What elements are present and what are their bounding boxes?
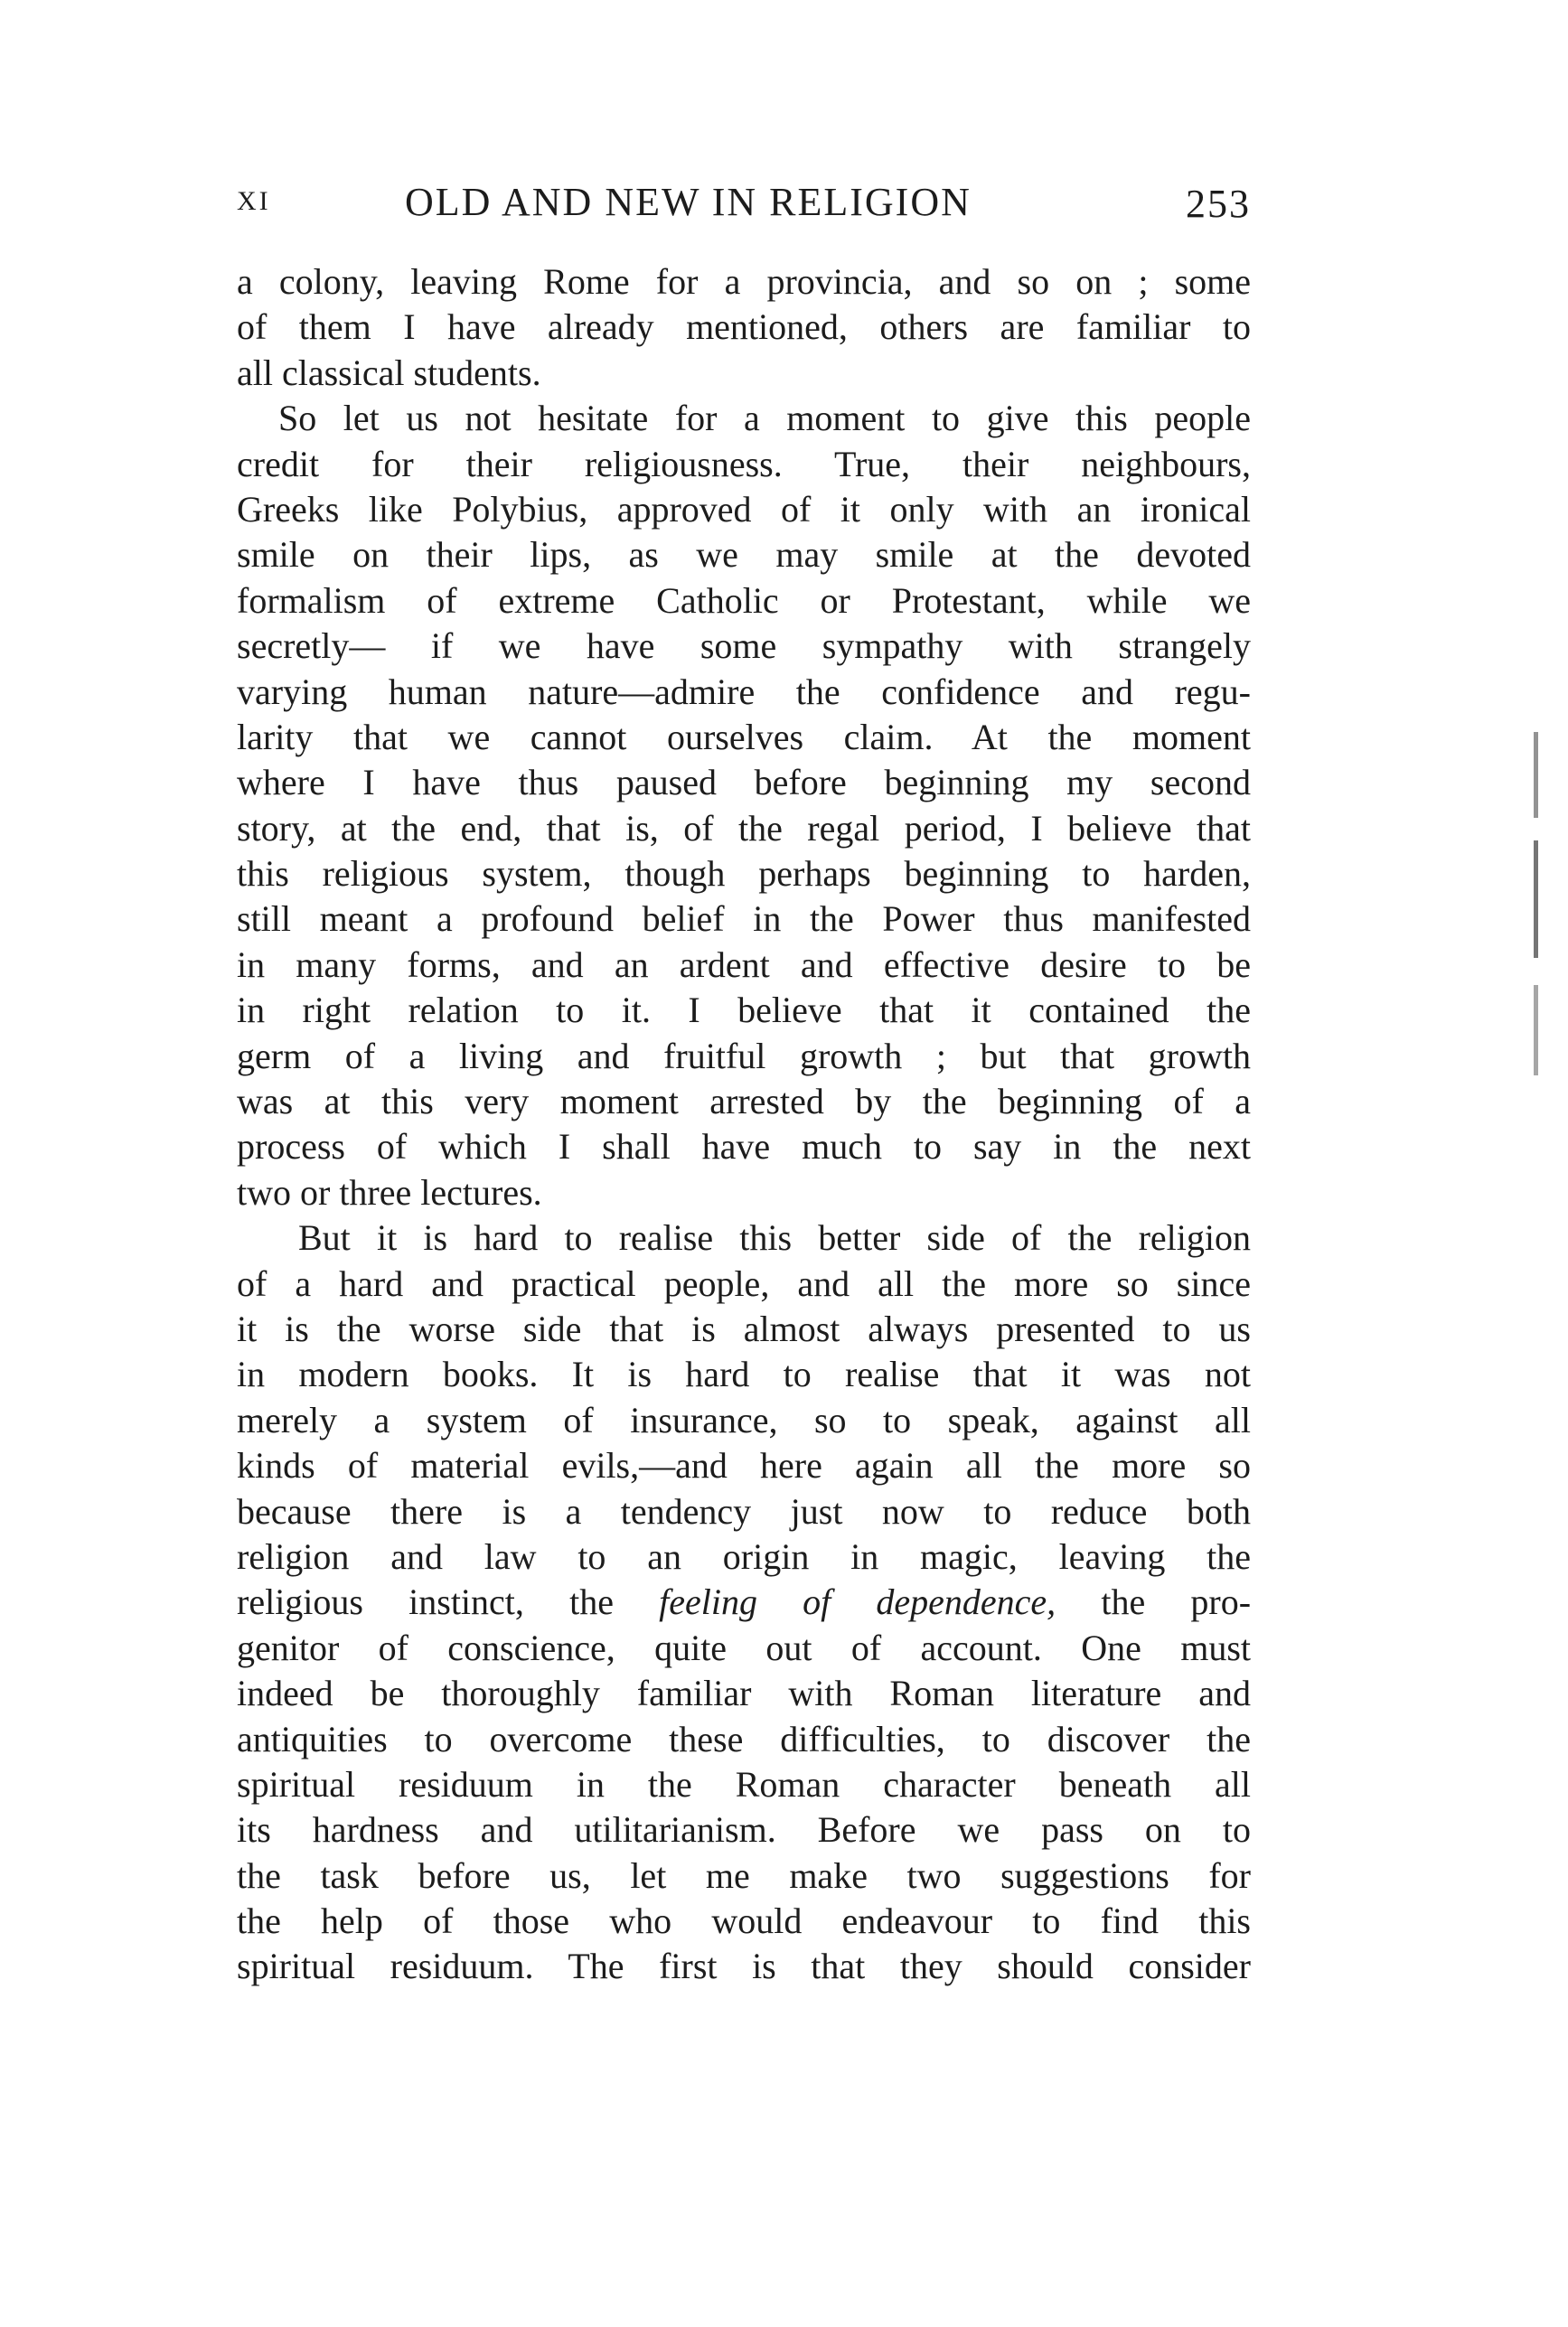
text-line: process of which I shall have much to say in the next — [237, 1126, 1251, 1168]
text-line: of a hard and practical people, and all the more so since — [237, 1262, 1251, 1304]
text-line: a colony, leaving Rome for a provincia, and so on ; some — [237, 261, 1251, 302]
body-text — [237, 259, 1251, 1990]
text-line: spiritual residuum. The first is that they should consider — [237, 1946, 1251, 1987]
text-line: Greeks like Polybius, approved of it only with an ironical — [237, 488, 1251, 530]
text-line: the task before us, let me make two suggestions for — [237, 1854, 1251, 1896]
margin-scan-mark — [1534, 840, 1538, 958]
text-line: its hardness and utilitarianism. Before we pass on to — [237, 1809, 1251, 1851]
text-line: this religious system, though perhaps beginning to harden, — [237, 853, 1251, 895]
margin-scan-mark — [1534, 732, 1538, 818]
running-head — [237, 179, 1251, 233]
text-line: where I have thus paused before beginning my second — [237, 762, 1251, 803]
text-line: germ of a living and fruitful growth ; but that growth — [237, 1035, 1251, 1076]
text-line: the help of those who would endeavour to find this — [237, 1900, 1251, 1942]
text-segment: the pro- — [1101, 1581, 1252, 1623]
text-line: two or three lectures. — [237, 1171, 542, 1213]
text-line: indeed be thoroughly familiar with Roman literature and — [237, 1673, 1251, 1714]
text-line: was at this very moment arrested by the beginning of a — [237, 1081, 1251, 1122]
paragraph-start-line: But it is hard to realise this better side of the religion — [298, 1217, 1251, 1259]
text-line: in modern books. It is hard to realise that it was not — [237, 1354, 1251, 1395]
margin-scan-mark — [1534, 985, 1538, 1075]
text-line: spiritual residuum in the Roman character beneath all — [237, 1763, 1251, 1805]
chapter-number: XI — [237, 186, 271, 216]
text-line: in many forms, and an ardent and effective desire to be — [237, 943, 1251, 985]
text-segment: religious instinct, the — [237, 1581, 614, 1623]
text-line: all classical students. — [237, 352, 541, 393]
text-line: smile on their lips, as we may smile at the devoted — [237, 534, 1251, 576]
text-line: merely a system of insurance, so to speak, against all — [237, 1399, 1251, 1440]
text-line: in right relation to it. I believe that it contained the — [237, 990, 1251, 1031]
italic-phrase: feeling of dependence, — [659, 1581, 1056, 1623]
text-line: formalism of extreme Catholic or Protestant, while we — [237, 579, 1251, 621]
text-line: religion and law to an origin in magic, leaving the — [237, 1535, 1251, 1577]
text-line: larity that we cannot ourselves claim. At the moment — [237, 716, 1251, 757]
text-line: it is the worse side that is almost always presented to us — [237, 1308, 1251, 1349]
chapter-title: OLD AND NEW IN RELIGION — [405, 180, 972, 224]
text-line: antiquities to overcome these difficulties, to discover the — [237, 1718, 1251, 1759]
text-line: kinds of material evils,—and here again all the more so — [237, 1445, 1251, 1487]
text-line: credit for their religiousness. True, their neighbours, — [237, 443, 1251, 484]
text-line: still meant a profound belief in the Power thus manifested — [237, 898, 1251, 940]
paragraph-start-line: So let us not hesitate for a moment to give this people — [278, 398, 1251, 439]
text-line: varying human nature—admire the confidence and regu- — [237, 671, 1251, 712]
text-line: of them I have already mentioned, others are familiar to — [237, 306, 1251, 348]
text-line: because there is a tendency just now to reduce both — [237, 1490, 1251, 1532]
text-line: genitor of conscience, quite out of account. One must — [237, 1627, 1251, 1668]
page-number: 253 — [1186, 182, 1251, 226]
text-line: story, at the end, that is, of the regal period, I believe that — [237, 807, 1251, 849]
text-line-with-italic — [237, 1580, 1251, 1625]
text-line: secretly— if we have some sympathy with strangely — [237, 625, 1251, 667]
